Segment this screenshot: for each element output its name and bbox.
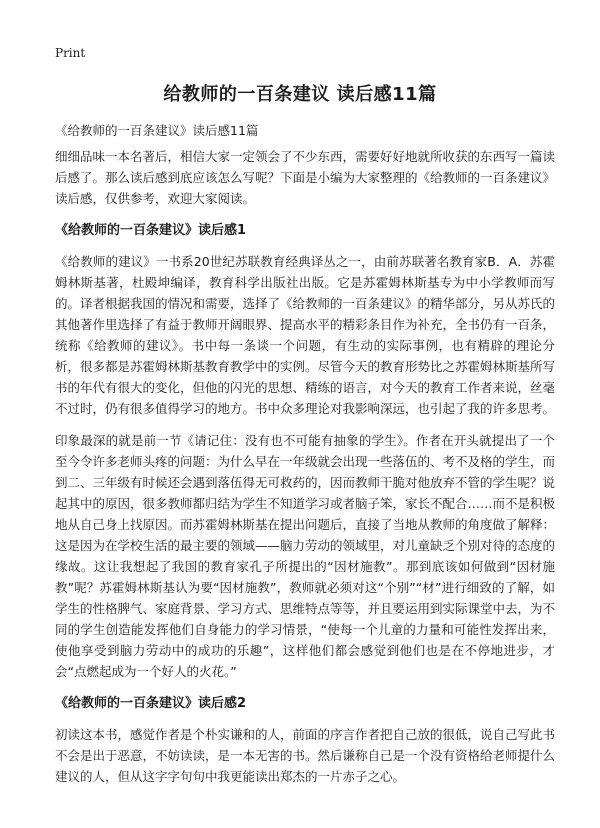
article-body <box>55 146 555 798</box>
section-heading: 《给教师的一百条建议》读后感1 <box>55 223 247 238</box>
intro-paragraph: 细细品味一本名著后，相信大家一定领会了不少东西，需要好好地就所收获的东西写一篇读后感了。那么读后感到底应该怎么写呢？下面是小编为大家整理的《给教师的一百条建议》读后感，仅供参考，欢迎大家阅读。 <box>55 149 556 206</box>
print-link[interactable]: Print <box>55 46 86 60</box>
body-paragraph: 印象最深的就是前一节《请记住：没有也不可能有抽象的学生》。作者在开头就提出了一个至今令许多老师头疼的问题：为什么早在一年级就会出现一些落伍的、考不及格的学生，而到二、三年级有时候还会遇到落伍得无可救药的，因而教师干脆对他放弃不管的学生呢？说起其中的原因，很多教师都归结为学生不知道学习或者脑子笨，家长不配合……而不是积极地从自己身上找原因。而苏霍姆林斯基在提出问题后，直接了当地从教师的角度做了解释：这是因为在学校生活的最主要的领域——脑力劳动的领域里，对儿童缺乏个别对待的态度的缘故。这让我想起了我国的教育家孔子所提出的“因材施教”。那到底该如何做到“因材施教”呢？苏霍姆林斯基认为要“因材施教”，教师就必须对这“个别”“材”进行细致的了解，如学生的性格脾气、家庭背景、学习方式、思维特点等等，并且要运用到实际课堂中去，为不同的学生创造能发挥他们自身能力的学习情景，“使每一个儿童的力量和可能性发挥出来，使他享受到脑力劳动中的成功的乐趣”，这样他们都会感觉到他们也是在不停地进步，才会“点燃起成为一个好人的火花。” <box>55 433 556 679</box>
subtitle: 《给教师的一百条建议》读后感11篇 <box>55 123 259 138</box>
section-heading: 《给教师的一百条建议》读后感2 <box>55 696 247 711</box>
body-paragraph: 《给教师的建议》一书系20世纪苏联教育经典译丛之一，由前苏联著名教育家B．A．苏霍姆林斯基著，杜殿坤编译，教育科学出版社出版。它是苏霍姆林斯基专为中小学教师而写的。译者根据我国的情况和需要，选择了《给教师的一百条建议》的精华部分，另从苏氏的其他著作里选择了有益于教师开阔眼界、提高水平的精彩条目作为补充，全书仍有一百条，统称《给教师的建议》。书中每一条谈一个问题，有生动的实际事例，也有精辟的理论分析，很多都是苏霍姆林斯基教育教学中的实例。尽管今天的教育形势比之苏霍姆林斯基所写书的年代有很大的变化，但他的闪光的思想、精练的语言，对今天的教育工作者来说，丝毫不过时，仍有很多值得学习的地方。书中众多理论对我影响深远，也引起了我的许多思考。 <box>55 254 556 416</box>
page-title: 给教师的一百条建议 读后感11篇 <box>163 84 437 105</box>
body-paragraph: 初读这本书，感觉作者是个朴实谦和的人，前面的序言作者把自己放的很低，说自己写此书不会是出于恶意，不妨读读，是一本无害的书。然后谦称自己是一个没有资格给老师提什么建议的人，但从这字字句句中我更能读出郑杰的一片赤子之心。 <box>55 727 556 784</box>
